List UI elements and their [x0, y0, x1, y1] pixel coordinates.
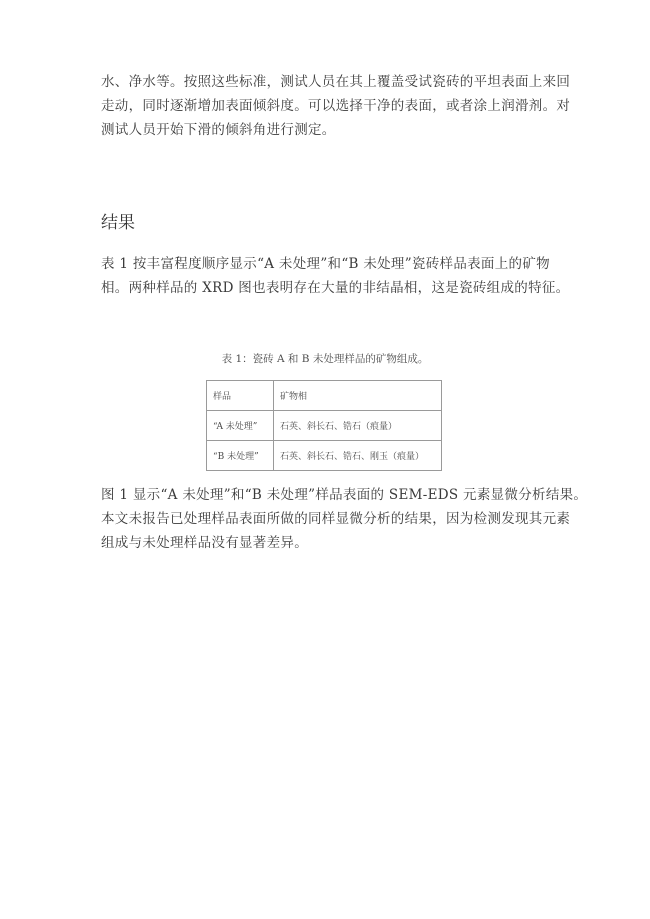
mineral-composition-table — [206, 380, 442, 471]
table-cell-minerals: 石英、斜长石、锆石（痕量） — [274, 411, 442, 441]
table-row — [207, 441, 442, 471]
table-cell-sample: “B 未处理” — [207, 441, 274, 471]
text-line: 走动，同时逐渐增加表面倾斜度。可以选择干净的表面，或者涂上润滑剂。对 — [101, 98, 571, 114]
table-header-cell: 样品 — [207, 381, 274, 411]
text-line: 相。两种样品的 XRD 图也表明存在大量的非结晶相，这是瓷砖组成的特征。 — [101, 280, 570, 296]
table-cell-sample: “A 未处理” — [207, 411, 274, 441]
intro-paragraph — [101, 70, 571, 142]
text-line: 图 1 显示“A 未处理”和“B 未处理”样品表面的 SEM-EDS 元素显微分析结果。 — [101, 487, 588, 503]
figure-description-paragraph — [101, 483, 588, 555]
table-row — [207, 411, 442, 441]
table-header-cell: 矿物相 — [274, 381, 442, 411]
text-line: 水、净水等。按照这些标准，测试人员在其上覆盖受试瓷砖的平坦表面上来回 — [101, 74, 571, 90]
text-line: 表 1 按丰富程度顺序显示“A 未处理”和“B 未处理”瓷砖样品表面上的矿物 — [101, 256, 550, 272]
table-cell-minerals: 石英、斜长石、锆石、刚玉（痕量） — [274, 441, 442, 471]
table-header-row — [207, 381, 442, 411]
text-line: 组成与未处理样品没有显著差异。 — [101, 535, 308, 551]
text-line: 测试人员开始下滑的倾斜角进行测定。 — [101, 122, 336, 138]
table-caption: 表 1：瓷砖 A 和 B 未处理样品的矿物组成。 — [221, 353, 429, 365]
results-paragraph — [101, 252, 570, 300]
section-heading-results: 结果 — [101, 213, 135, 233]
text-line: 本文未报告已处理样品表面所做的同样显微分析的结果，因为检测发现其元素 — [101, 511, 571, 527]
